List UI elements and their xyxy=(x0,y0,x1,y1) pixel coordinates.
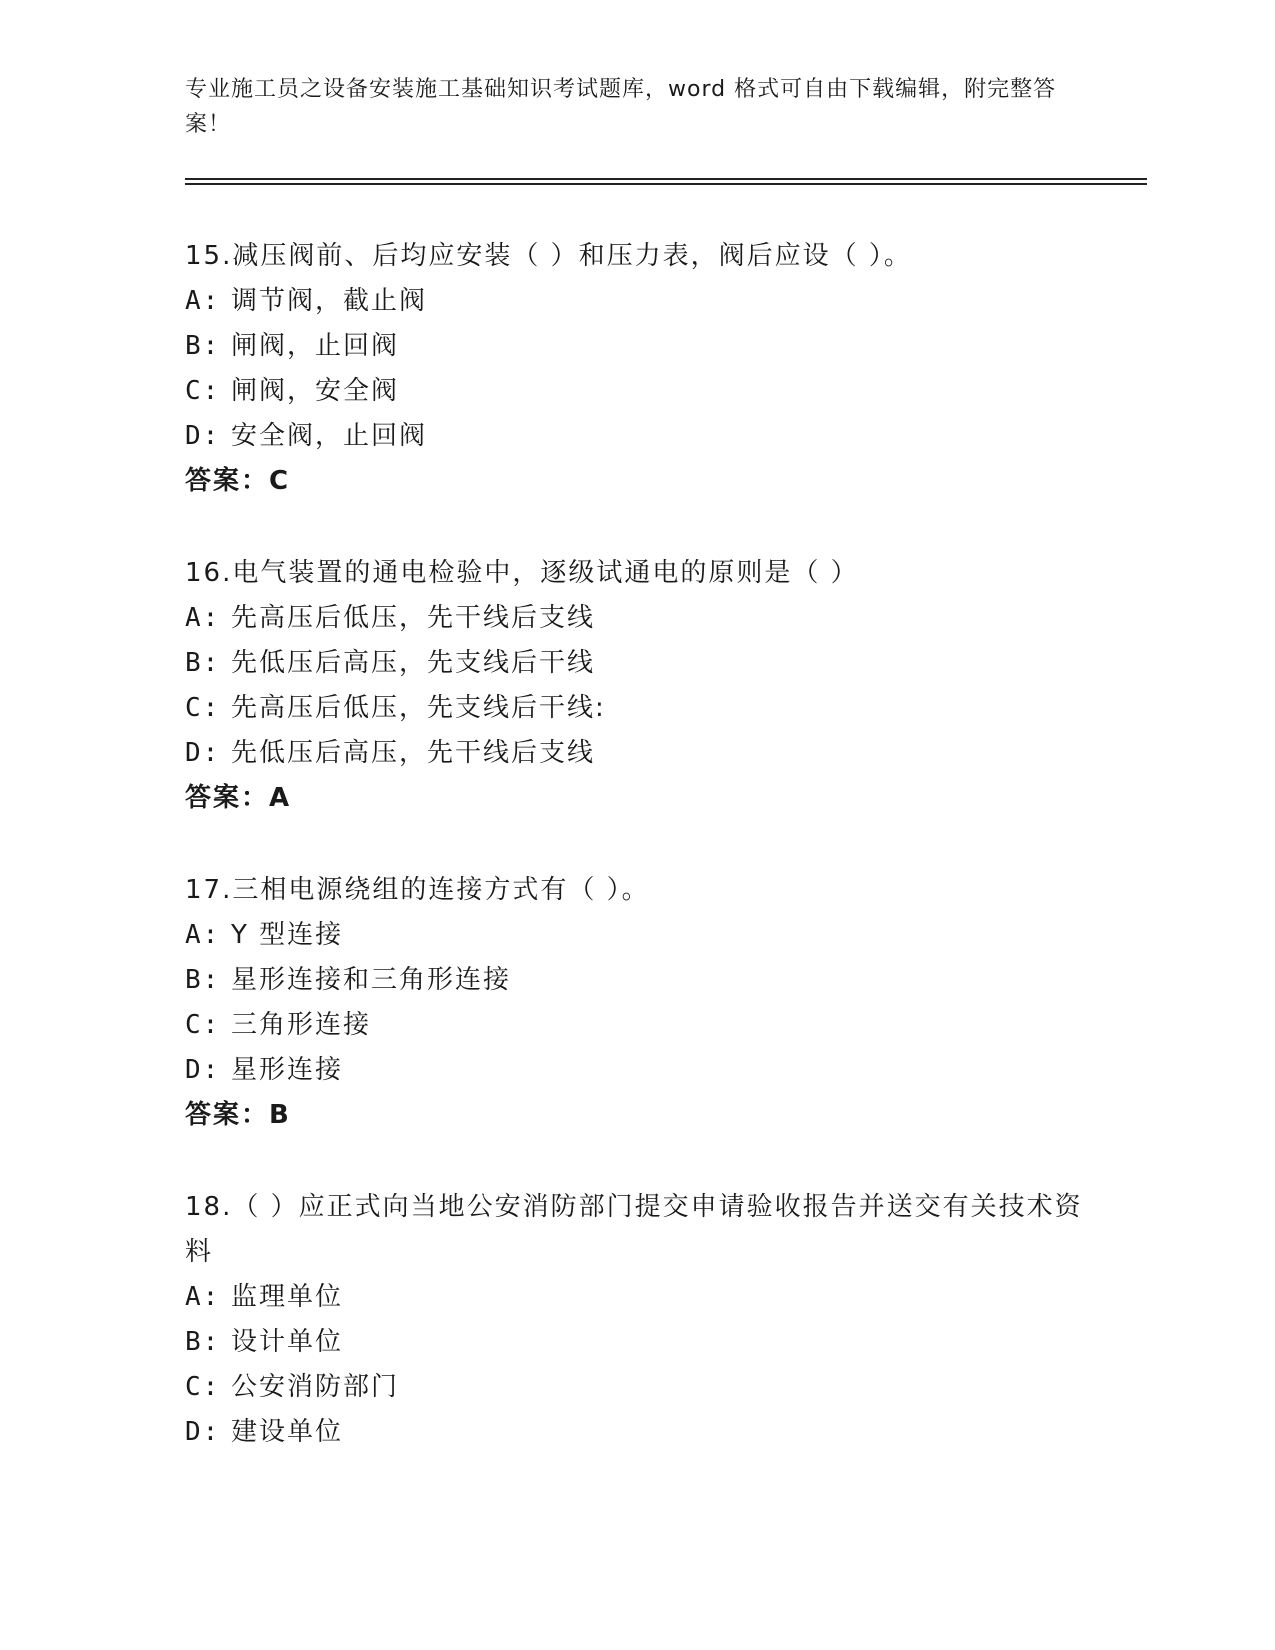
option-text: 设计单位 xyxy=(231,1327,344,1357)
option-key: B: xyxy=(185,648,221,678)
answer-line: 答案：A xyxy=(185,783,292,813)
option-key: B: xyxy=(185,1327,221,1357)
option-text: 星形连接 xyxy=(231,1055,344,1085)
option-key: C: xyxy=(185,1010,221,1040)
question-list xyxy=(185,234,1085,1502)
option-text: 先低压后高压，先干线后支线 xyxy=(231,738,596,768)
document-header: 专业施工员之设备安装施工基础知识考试题库，word 格式可自由下载编辑，附完整答案！ xyxy=(185,77,1057,137)
answer-line: 答案：B xyxy=(185,1100,291,1130)
option-key: A: xyxy=(185,603,221,633)
option-key: C: xyxy=(185,1372,221,1402)
question-17 xyxy=(185,868,1085,1138)
option-a xyxy=(185,596,1085,641)
option-key: D: xyxy=(185,738,221,768)
option-text: 三角形连接 xyxy=(231,1010,372,1040)
option-d xyxy=(185,1410,1085,1455)
option-d xyxy=(185,1048,1085,1093)
option-text: 星形连接和三角形连接 xyxy=(231,965,512,995)
option-text: 先低压后高压，先支线后干线 xyxy=(231,648,596,678)
option-key: A: xyxy=(185,920,221,950)
option-key: C: xyxy=(185,376,221,406)
option-text: 调节阀，截止阀 xyxy=(231,286,428,316)
question-stem: 15.减压阀前、后均应安装（ ）和压力表，阀后应设（ ）。 xyxy=(185,241,912,271)
option-a xyxy=(185,1275,1085,1320)
option-key: D: xyxy=(185,1055,221,1085)
option-key: A: xyxy=(185,286,221,316)
option-text: 先高压后低压，先干线后支线 xyxy=(231,603,596,633)
option-text: 闸阀，止回阀 xyxy=(231,331,400,361)
option-key: A: xyxy=(185,1282,221,1312)
option-text: Y 型连接 xyxy=(231,920,344,950)
option-text: 公安消防部门 xyxy=(231,1372,400,1402)
question-stem: 16.电气装置的通电检验中，逐级试通电的原则是（ ） xyxy=(185,558,859,588)
option-d xyxy=(185,731,1085,776)
header-divider-top xyxy=(185,178,1147,180)
option-text: 先高压后低压，先支线后干线: xyxy=(231,693,606,723)
option-text: 建设单位 xyxy=(231,1417,344,1447)
option-a xyxy=(185,279,1085,324)
option-b xyxy=(185,958,1085,1003)
option-c xyxy=(185,1003,1085,1048)
question-18 xyxy=(185,1185,1085,1455)
option-b xyxy=(185,324,1085,369)
question-15 xyxy=(185,234,1085,504)
option-c xyxy=(185,369,1085,414)
option-b xyxy=(185,641,1085,686)
option-b xyxy=(185,1320,1085,1365)
option-key: B: xyxy=(185,331,221,361)
option-text: 闸阀，安全阀 xyxy=(231,376,400,406)
option-c xyxy=(185,1365,1085,1410)
option-d xyxy=(185,414,1085,459)
answer-line: 答案：C xyxy=(185,466,291,496)
option-c xyxy=(185,686,1085,731)
option-text: 监理单位 xyxy=(231,1282,344,1312)
option-key: B: xyxy=(185,965,221,995)
question-stem: 18.（ ）应正式向当地公安消防部门提交申请验收报告并送交有关技术资料 xyxy=(185,1192,1083,1267)
header-divider-bottom xyxy=(185,183,1147,185)
option-key: D: xyxy=(185,421,221,451)
question-stem: 17.三相电源绕组的连接方式有（ ）。 xyxy=(185,875,650,905)
option-text: 安全阀，止回阀 xyxy=(231,421,428,451)
option-key: C: xyxy=(185,693,221,723)
question-16 xyxy=(185,551,1085,821)
option-key: D: xyxy=(185,1417,221,1447)
option-a xyxy=(185,913,1085,958)
